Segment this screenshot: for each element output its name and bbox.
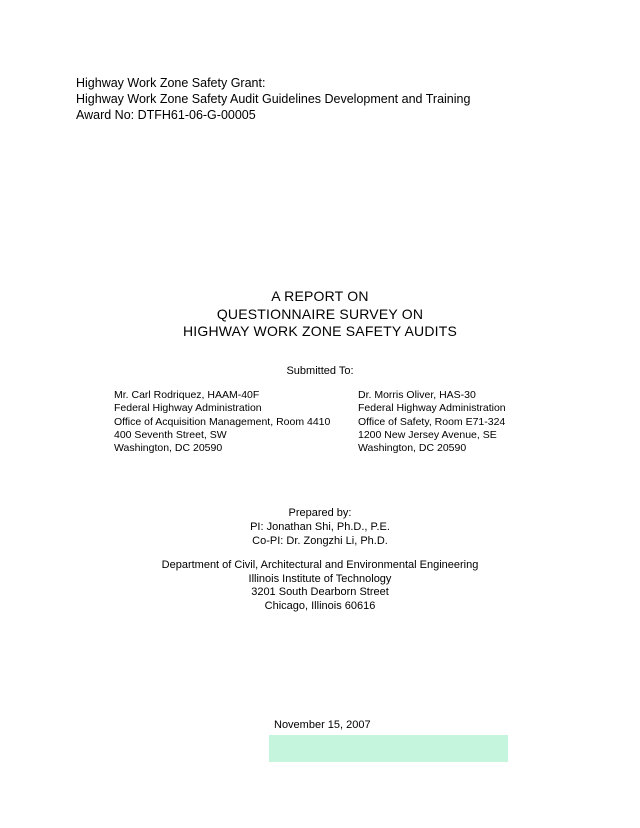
recipient-block-left bbox=[114, 389, 330, 455]
recipient-agency: Federal Highway Administration bbox=[114, 402, 262, 415]
recipient-name: Mr. Carl Rodriquez, HAAM-40F bbox=[114, 389, 260, 401]
recipient-street: 400 Seventh Street, SW bbox=[114, 428, 227, 441]
report-title bbox=[0, 288, 640, 341]
recipient-city: Washington, DC 20590 bbox=[114, 442, 223, 455]
grant-title: Highway Work Zone Safety Grant: bbox=[76, 76, 266, 90]
institution-name: Illinois Institute of Technology bbox=[248, 572, 392, 585]
report-title-line-1: A REPORT ON bbox=[271, 288, 369, 304]
institution-street: 3201 South Dearborn Street bbox=[251, 586, 389, 598]
award-number: Award No: DTFH61-06-G-00005 bbox=[76, 108, 256, 122]
report-date: November 15, 2007 bbox=[274, 719, 371, 731]
grant-header bbox=[76, 75, 470, 123]
recipient-block-right bbox=[358, 389, 506, 455]
co-principal-investigator: Co-PI: Dr. Zongzhi Li, Ph.D. bbox=[252, 535, 388, 548]
recipient-agency: Federal Highway Administration bbox=[358, 402, 506, 415]
report-title-line-3: HIGHWAY WORK ZONE SAFETY AUDITS bbox=[182, 323, 458, 339]
institution-city: Chicago, Illinois 60616 bbox=[264, 599, 376, 612]
recipient-city: Washington, DC 20590 bbox=[358, 442, 467, 455]
report-title-line-2: QUESTIONNAIRE SURVEY ON bbox=[216, 305, 424, 322]
prepared-by-label: Prepared by: bbox=[288, 507, 352, 519]
submitted-to-label: Submitted To: bbox=[286, 365, 354, 377]
recipient-office: Office of Safety, Room E71-324 bbox=[358, 415, 506, 428]
principal-investigator: PI: Jonathan Shi, Ph.D., P.E. bbox=[250, 521, 390, 534]
recipient-name: Dr. Morris Oliver, HAS-30 bbox=[358, 389, 476, 401]
highlight-box bbox=[269, 735, 508, 762]
institution-block bbox=[0, 559, 640, 613]
prepared-by-block bbox=[0, 506, 640, 549]
grant-project: Highway Work Zone Safety Audit Guidelines Development and Training bbox=[76, 92, 471, 106]
recipient-office: Office of Acquisition Management, Room 4410 bbox=[114, 415, 331, 428]
recipient-street: 1200 New Jersey Avenue, SE bbox=[358, 428, 497, 441]
department-name: Department of Civil, Architectural and Environmental Engineering bbox=[161, 559, 479, 571]
